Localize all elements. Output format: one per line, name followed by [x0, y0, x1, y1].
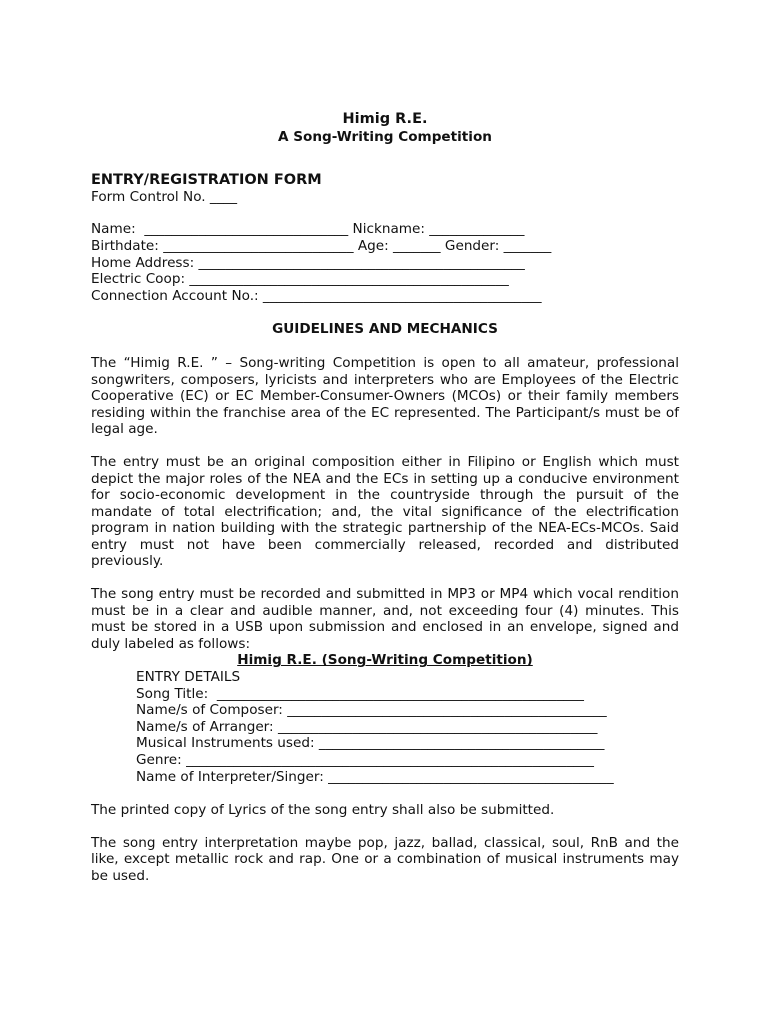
- eligibility-paragraph: The “Himig R.E. ” – Song-writing Competition is open to all amateur, professional songwriters, composers, lyricists and interpreters who are Employees of the Electric Cooperative (EC) or EC Member-Consumer-Owners (MCOs) or their family members residing within the franchise area of the EC represented. The Participant/s must be of legal age.: [91, 354, 679, 438]
- document-body: [91, 111, 679, 885]
- birthdate-age-gender-field: Birthdate: ____________________________ Age: _______ Gender: _______: [91, 237, 552, 254]
- guidelines-heading: GUIDELINES AND MECHANICS: [272, 321, 498, 338]
- document-subtitle: A Song-Writing Competition: [277, 128, 492, 145]
- lyrics-paragraph: The printed copy of Lyrics of the song entry shall also be submitted.: [91, 802, 555, 819]
- registration-fields: [91, 221, 679, 304]
- document-title: Himig R.E.: [342, 111, 428, 127]
- entry-requirements-paragraph: The entry must be an original composition either in Filipino or English which must depict the major roles of the NEA and the ECs in setting up a conducive environment for socio-economic development in the countryside through the pursuit of the mandate of total electrification; and, the vital significance of the electrification program in nation building with the strategic partnership of the NEA-ECs-MCOs. Said entry must not have been commercially released, recorded and distributed previously.: [91, 453, 679, 570]
- spacer: [91, 205, 679, 221]
- entry-details-title: ENTRY DETAILS: [136, 669, 241, 686]
- connection-account-field: Connection Account No.: _________________________________________: [91, 287, 542, 304]
- label-heading: Himig R.E. (Song-Writing Competition): [237, 652, 533, 669]
- genre-paragraph: The song entry interpretation maybe pop, jazz, ballad, classical, soul, RnB and the like, except metallic rock and rap. One or a combination of musical instruments may be used.: [91, 834, 679, 884]
- spacer: [91, 785, 679, 802]
- submission-paragraph: The song entry must be recorded and submitted in MP3 or MP4 which vocal rendition must be in a clear and audible manner, and, not exceeding four (4) minutes. This must be stored in a USB upon submission and enclosed in an envelope, signed and duly labeled as follows:: [91, 586, 679, 652]
- form-heading: ENTRY/REGISTRATION FORM: [91, 172, 322, 189]
- genre-field: Genre: ____________________________________________________________: [136, 752, 594, 768]
- home-address-field: Home Address: ________________________________________________: [91, 254, 525, 271]
- composer-field: Name/s of Composer: _______________________________________________: [136, 702, 607, 719]
- instruments-field: Musical Instruments used: __________________________________________: [136, 735, 605, 752]
- song-title-field: Song Title: ______________________________________________________: [136, 685, 584, 702]
- name-nickname-field: Name: ______________________________ Nickname: ______________: [91, 221, 525, 238]
- entry-details-block: [91, 669, 679, 785]
- interpreter-field: Name of Interpreter/Singer: __________________________________________: [136, 768, 614, 785]
- arranger-field: Name/s of Arranger: _______________________________________________: [136, 718, 598, 735]
- electric-coop-field: Electric Coop: _______________________________________________: [91, 271, 509, 288]
- form-control-number: Form Control No. ____: [91, 188, 238, 205]
